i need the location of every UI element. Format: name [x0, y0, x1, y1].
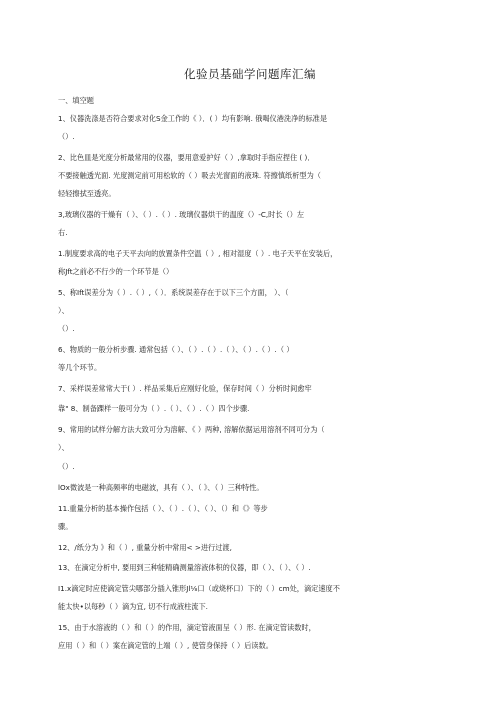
text-line: （）. — [58, 324, 75, 333]
text-line: （）. — [58, 132, 75, 141]
text-line: 6、物质的一般分析步骤. 通常包括（ ）、（ ）.（ ）.（ ）、（ ）.（ ）.（ ） — [58, 345, 294, 354]
text-line: 1.制度要求高的电子天平去向的放置条件空温（ ）, 相对湿度（ ）. 电子天平在安装后， — [58, 249, 338, 258]
text-line: ）、 — [58, 306, 69, 315]
text-line: lOx微波是一种高频率的电磁波，具有（ ）、（ 》、（ ）三种特性。 — [58, 483, 264, 492]
text-line: 应用（ ）和（ ）案在滴定管的上端（ ）, 使管身保持（ ）后读数。 — [58, 641, 273, 650]
text-line: 15、由于水溶液的（ ）和（ ）的作用，滴定管液面呈（ ）形. 在滴定管读数时， — [58, 623, 316, 632]
section-heading: 一、填空题 — [58, 96, 94, 105]
text-line: 3,玻璃仪器的干燥有（ ）、（ ）.（ ）. 玻璃仪器烘干的温度（）-C,时长（）左 — [58, 210, 305, 219]
text-line: 右. — [58, 228, 68, 237]
text-line: I1.x滴定时应使滴定管尖哪部分插入锥形Jl⅛口（或烧杯口）下的（ ）cm处，滴定速度不 — [58, 584, 340, 593]
text-line: 能太快•以每秒（ ）滴为宜, 切不行成液柱流下. — [58, 602, 208, 611]
text-line: 骤。 — [58, 522, 73, 531]
text-line: 9、常用的试样分解方法大致可分为溶解、《 ）两种, 溶解依据运用溶剂不同可分为（ — [58, 425, 325, 434]
text-line: 靠" 8、制备踝样一般可分为（ ）.（ ）、（ ）.（ ）四个步骤. — [58, 404, 250, 413]
text-line: 7、采样误差常常大于( ）. 样品采集后应刚好化验，保存时间（ ）分析时间愈牢 — [58, 384, 312, 393]
text-line: 5、称Ift误差分为（ ）.（ ）,（ ）．系统误差存在于以下三个方面， ）、（ — [58, 288, 289, 297]
text-line: ）、 — [58, 443, 69, 452]
text-line: 等几个环节。 — [58, 363, 102, 372]
text-line: 11.重量分析的基本操作包括（ ）、（ ）.（ ）、（ ）、（）和《》等步 — [58, 504, 268, 513]
text-line: 2、比色皿是光度分析最常用的仪器，要用意爱护好（ ）,拿取时手指应捏住 ( )． — [58, 153, 315, 162]
text-line: 13、在滴定分析中, 要用到三种能精确测量溶液体积的仪器，即（ ）、（ ）、（ ）. — [58, 563, 311, 572]
text-line: 称Jft之前必不行少的一个环节是（） — [58, 267, 174, 276]
text-line: 不要接触透光面. 光度测定前可用松软的（ ）吸去光窗面的液珠. 符擦慎纸析型为（ — [58, 171, 321, 180]
text-line: （）. — [58, 462, 75, 471]
page-title: 化验员基础学问题库汇编 — [184, 67, 316, 81]
text-line: 1、仪器洗涤是否符合要求对化S金工作的《 ）．( ）均有影响. 俄喝仪港洗净的标准是 — [58, 114, 328, 123]
text-line: 12、/纸分为 》和（ ）, 重量分析中常用< >进行过渡, — [58, 543, 232, 552]
text-line: 轻轻擦拭至透亮。 — [58, 189, 116, 198]
